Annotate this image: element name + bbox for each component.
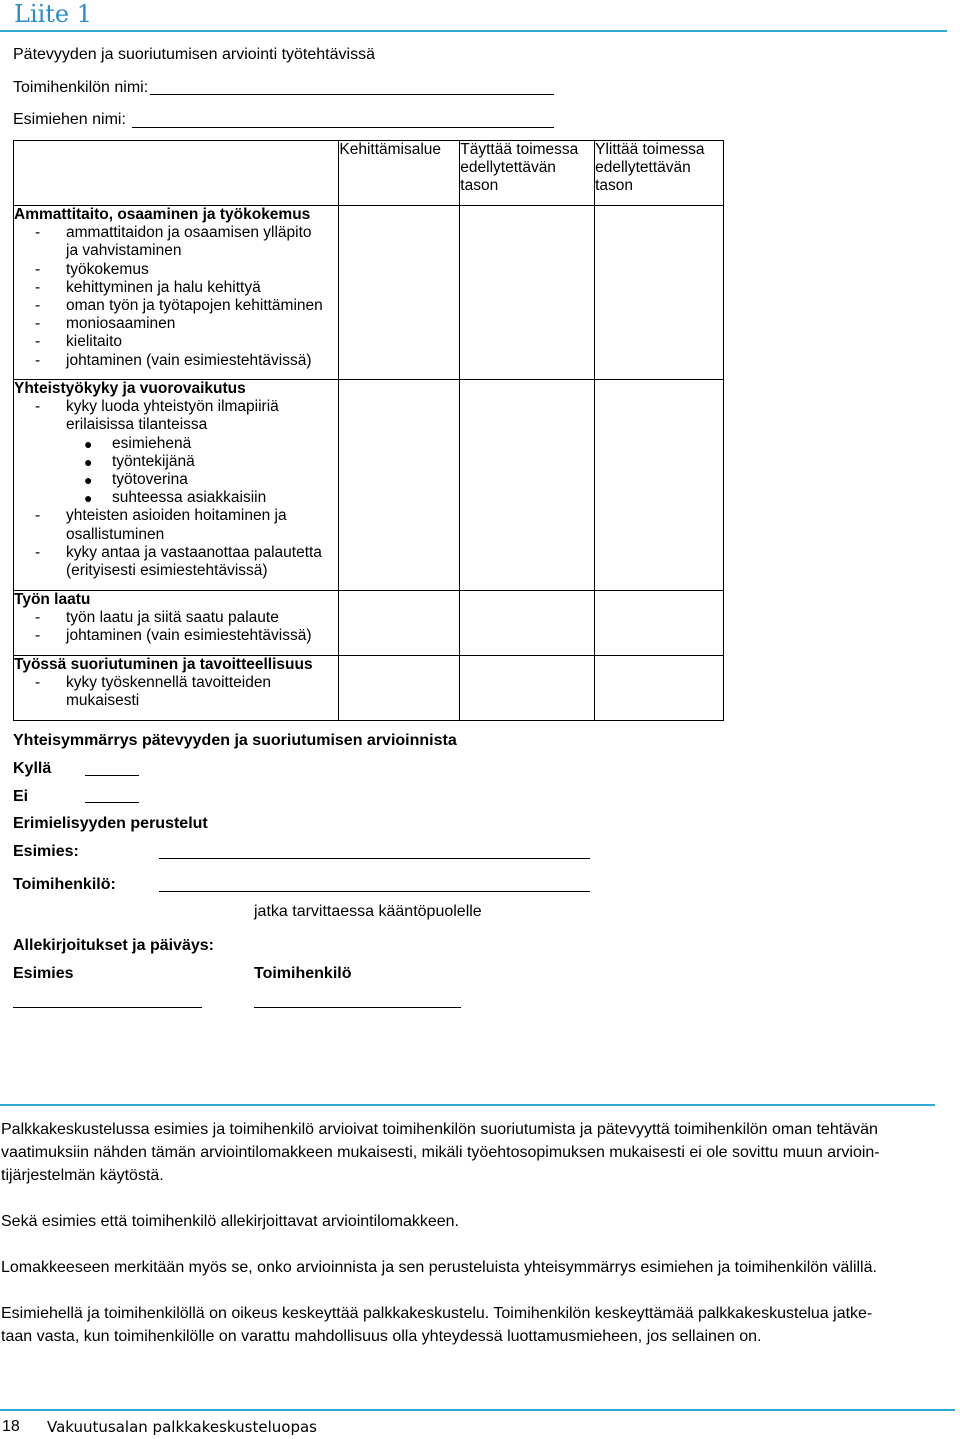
criteria-item-text: työtoverina — [112, 471, 188, 489]
notes-rule — [0, 1104, 935, 1106]
dash-marker: - — [35, 260, 41, 278]
note-paragraph — [1, 1118, 953, 1187]
criteria-cell — [14, 206, 339, 380]
bullet-icon: ● — [84, 472, 93, 489]
criteria-item — [14, 627, 338, 645]
disagreement-employee-field[interactable] — [159, 891, 590, 892]
header-exceeds-level — [595, 141, 724, 206]
header-rule — [0, 30, 947, 32]
criteria-heading: Ammattitaito, osaaminen ja työkokemus — [14, 206, 311, 223]
assessment-table — [13, 140, 724, 721]
header-development-area — [339, 141, 460, 206]
header-meets-level — [460, 141, 595, 206]
development-area-cell[interactable] — [339, 591, 460, 656]
criteria-item-text: osallistuminen — [66, 525, 165, 543]
table-row — [14, 380, 724, 591]
criteria-item-text: yhteisten asioiden hoitaminen ja — [66, 507, 287, 525]
publication-title: Vakuutusalan palkkakeskusteluopas — [47, 1418, 317, 1436]
criteria-item — [14, 674, 338, 692]
criteria-subitem — [14, 471, 338, 489]
dash-marker: - — [35, 609, 41, 627]
criteria-item-text: kyky luoda yhteistyön ilmapiiriä — [66, 398, 279, 416]
exceeds-level-cell[interactable] — [595, 206, 724, 380]
agreement-no-field[interactable] — [85, 802, 139, 803]
table-row — [14, 206, 724, 380]
employee-name-field[interactable] — [150, 94, 554, 95]
criteria-item-text: työn laatu ja siitä saatu palaute — [66, 609, 279, 627]
disagreement-heading: Erimielisyyden perustelut — [13, 815, 208, 832]
criteria-item — [14, 315, 338, 333]
dash-marker: - — [35, 627, 41, 645]
dash-marker: - — [35, 315, 41, 333]
criteria-cell — [14, 656, 339, 721]
criteria-item-text: (erityisesti esimiestehtävissä) — [66, 562, 268, 580]
dash-marker: - — [35, 398, 41, 416]
meets-level-cell[interactable] — [460, 656, 595, 721]
criteria-subitem — [14, 435, 338, 453]
criteria-item — [14, 297, 338, 315]
header-text: Kehittämisalue — [339, 141, 442, 158]
note-line: Palkkakeskustelussa esimies ja toimihenkilö arvioivat toimihenkilön suoriutumista ja pätevyyttä toimihenkilön oman tehtävän — [1, 1121, 878, 1138]
criteria-item — [14, 279, 338, 297]
disagreement-supervisor-label: Esimies: — [13, 843, 79, 860]
employee-name-label: Toimihenkilön nimi: — [13, 79, 149, 96]
criteria-item — [14, 352, 338, 370]
signature-employee-label: Toimihenkilö — [254, 965, 352, 982]
signature-supervisor-field[interactable] — [13, 1007, 202, 1008]
criteria-item-text: oman työn ja työtapojen kehittäminen — [66, 297, 323, 315]
criteria-item-text: kehittyminen ja halu kehittyä — [66, 278, 261, 296]
criteria-item-text: työkokemus — [66, 260, 149, 278]
note-line: Sekä esimies että toimihenkilö allekirjoittavat arviointilomakkeen. — [1, 1213, 459, 1230]
note-line: taan vasta, kun toimihenkilölle on varattu mahdollisuus olla yhteydessä luottamusmieheen, jos sellainen on. — [1, 1328, 762, 1345]
disagreement-supervisor-field[interactable] — [159, 858, 590, 859]
footer-rule — [0, 1409, 955, 1411]
header-text: tason — [460, 177, 499, 194]
dash-marker: - — [35, 224, 41, 242]
note-line: Lomakkeeseen merkitään myös se, onko arvioinnista ja sen perusteluista yhteisymmärrys esimiehen ja toimihenkilön välillä. — [1, 1259, 877, 1276]
criteria-item-text: työntekijänä — [112, 452, 195, 470]
criteria-item-text: esimiehenä — [112, 434, 192, 452]
note-paragraph — [1, 1302, 953, 1348]
header-text: edellytettävän — [595, 159, 691, 176]
criteria-item-text: kielitaito — [66, 333, 122, 351]
agreement-yes-field[interactable] — [85, 775, 139, 776]
note-line: vaatimuksiin nähden tämän arviointilomakkeen mukaisesti, mikäli työehtosopimuksen mukaisesti ei ole sovittu muun arvioin- — [1, 1144, 880, 1161]
agreement-no-label: Ei — [13, 788, 29, 805]
development-area-cell[interactable] — [339, 206, 460, 380]
table-row — [14, 591, 724, 656]
note-paragraph — [1, 1256, 953, 1279]
development-area-cell[interactable] — [339, 656, 460, 721]
signature-supervisor-label: Esimies — [13, 965, 74, 982]
bullet-icon: ● — [84, 490, 93, 507]
bullet-icon: ● — [84, 453, 93, 470]
criteria-item — [14, 224, 338, 242]
table-row — [14, 656, 724, 721]
exceeds-level-cell[interactable] — [595, 591, 724, 656]
criteria-item-text: ammattitaidon ja osaamisen ylläpito — [66, 224, 312, 242]
criteria-item-text: moniosaaminen — [66, 315, 176, 333]
criteria-item-text: mukaisesti — [66, 692, 140, 710]
criteria-cell — [14, 380, 339, 591]
criteria-item — [14, 609, 338, 627]
disagreement-employee-label: Toimihenkilö: — [13, 876, 116, 893]
signatures-heading: Allekirjoitukset ja päiväys: — [13, 937, 214, 954]
form-title: Pätevyyden ja suoriutumisen arviointi työtehtävissä — [13, 46, 375, 63]
criteria-item — [14, 692, 338, 710]
criteria-item-text: suhteessa asiakkaisiin — [112, 489, 267, 507]
dash-marker: - — [35, 674, 41, 692]
dash-marker: - — [35, 278, 41, 296]
criteria-item — [14, 526, 338, 544]
appendix-title: Liite 1 — [14, 0, 93, 28]
criteria-item — [14, 544, 338, 562]
dash-marker: - — [35, 351, 41, 369]
header-text: Ylittää toimessa — [595, 141, 705, 158]
criteria-item — [14, 398, 338, 416]
meets-level-cell[interactable] — [460, 206, 595, 380]
meets-level-cell[interactable] — [460, 380, 595, 591]
criteria-item — [14, 242, 338, 260]
criteria-heading: Työssä suoriutuminen ja tavoitteellisuus — [14, 656, 313, 673]
criteria-item — [14, 562, 338, 580]
header-text: Täyttää toimessa — [460, 141, 579, 158]
dash-marker: - — [35, 333, 41, 351]
criteria-heading: Työn laatu — [14, 591, 91, 608]
supervisor-name-field[interactable] — [132, 127, 554, 128]
criteria-subitem — [14, 453, 338, 471]
header-text: edellytettävän — [460, 159, 556, 176]
criteria-item-text: erilaisissa tilanteissa — [66, 416, 208, 434]
criteria-item-text: kyky antaa ja vastaanottaa palautetta — [66, 543, 322, 561]
agreement-yes-label: Kyllä — [13, 760, 52, 777]
note-line: Esimiehellä ja toimihenkilöllä on oikeus keskeyttää palkkakeskustelu. Toimihenkilön keskeyttämää palkkakeskustelua jatke- — [1, 1305, 873, 1322]
criteria-item — [14, 507, 338, 525]
dash-marker: - — [35, 507, 41, 525]
criteria-heading: Yhteistyökyky ja vuorovaikutus — [14, 380, 246, 397]
criteria-cell — [14, 591, 339, 656]
page-number: 18 — [2, 1418, 20, 1435]
note-line: tijärjestelmän käytöstä. — [1, 1167, 164, 1184]
criteria-item — [14, 416, 338, 434]
table-header-row — [14, 141, 724, 206]
criteria-item — [14, 261, 338, 279]
supervisor-name-label: Esimiehen nimi: — [13, 111, 126, 128]
criteria-item — [14, 333, 338, 351]
dash-marker: - — [35, 297, 41, 315]
bullet-icon: ● — [84, 435, 93, 452]
criteria-item-text: kyky työskennellä tavoitteiden — [66, 674, 272, 692]
criteria-item-text: johtaminen (vain esimiestehtävissä) — [66, 351, 312, 369]
agreement-heading: Yhteisymmärrys pätevyyden ja suoriutumisen arvioinnista — [13, 732, 457, 749]
signature-employee-field[interactable] — [254, 1007, 461, 1008]
note-paragraph — [1, 1210, 953, 1233]
meets-level-cell[interactable] — [460, 591, 595, 656]
development-area-cell[interactable] — [339, 380, 460, 591]
exceeds-level-cell[interactable] — [595, 656, 724, 721]
continue-note: jatka tarvittaessa kääntöpuolelle — [254, 903, 482, 920]
header-empty-cell — [14, 141, 339, 206]
exceeds-level-cell[interactable] — [595, 380, 724, 591]
criteria-item-text: johtaminen (vain esimiestehtävissä) — [66, 627, 312, 645]
dash-marker: - — [35, 543, 41, 561]
criteria-item-text: ja vahvistaminen — [66, 242, 182, 260]
criteria-subitem — [14, 489, 338, 507]
header-text: tason — [595, 177, 634, 194]
